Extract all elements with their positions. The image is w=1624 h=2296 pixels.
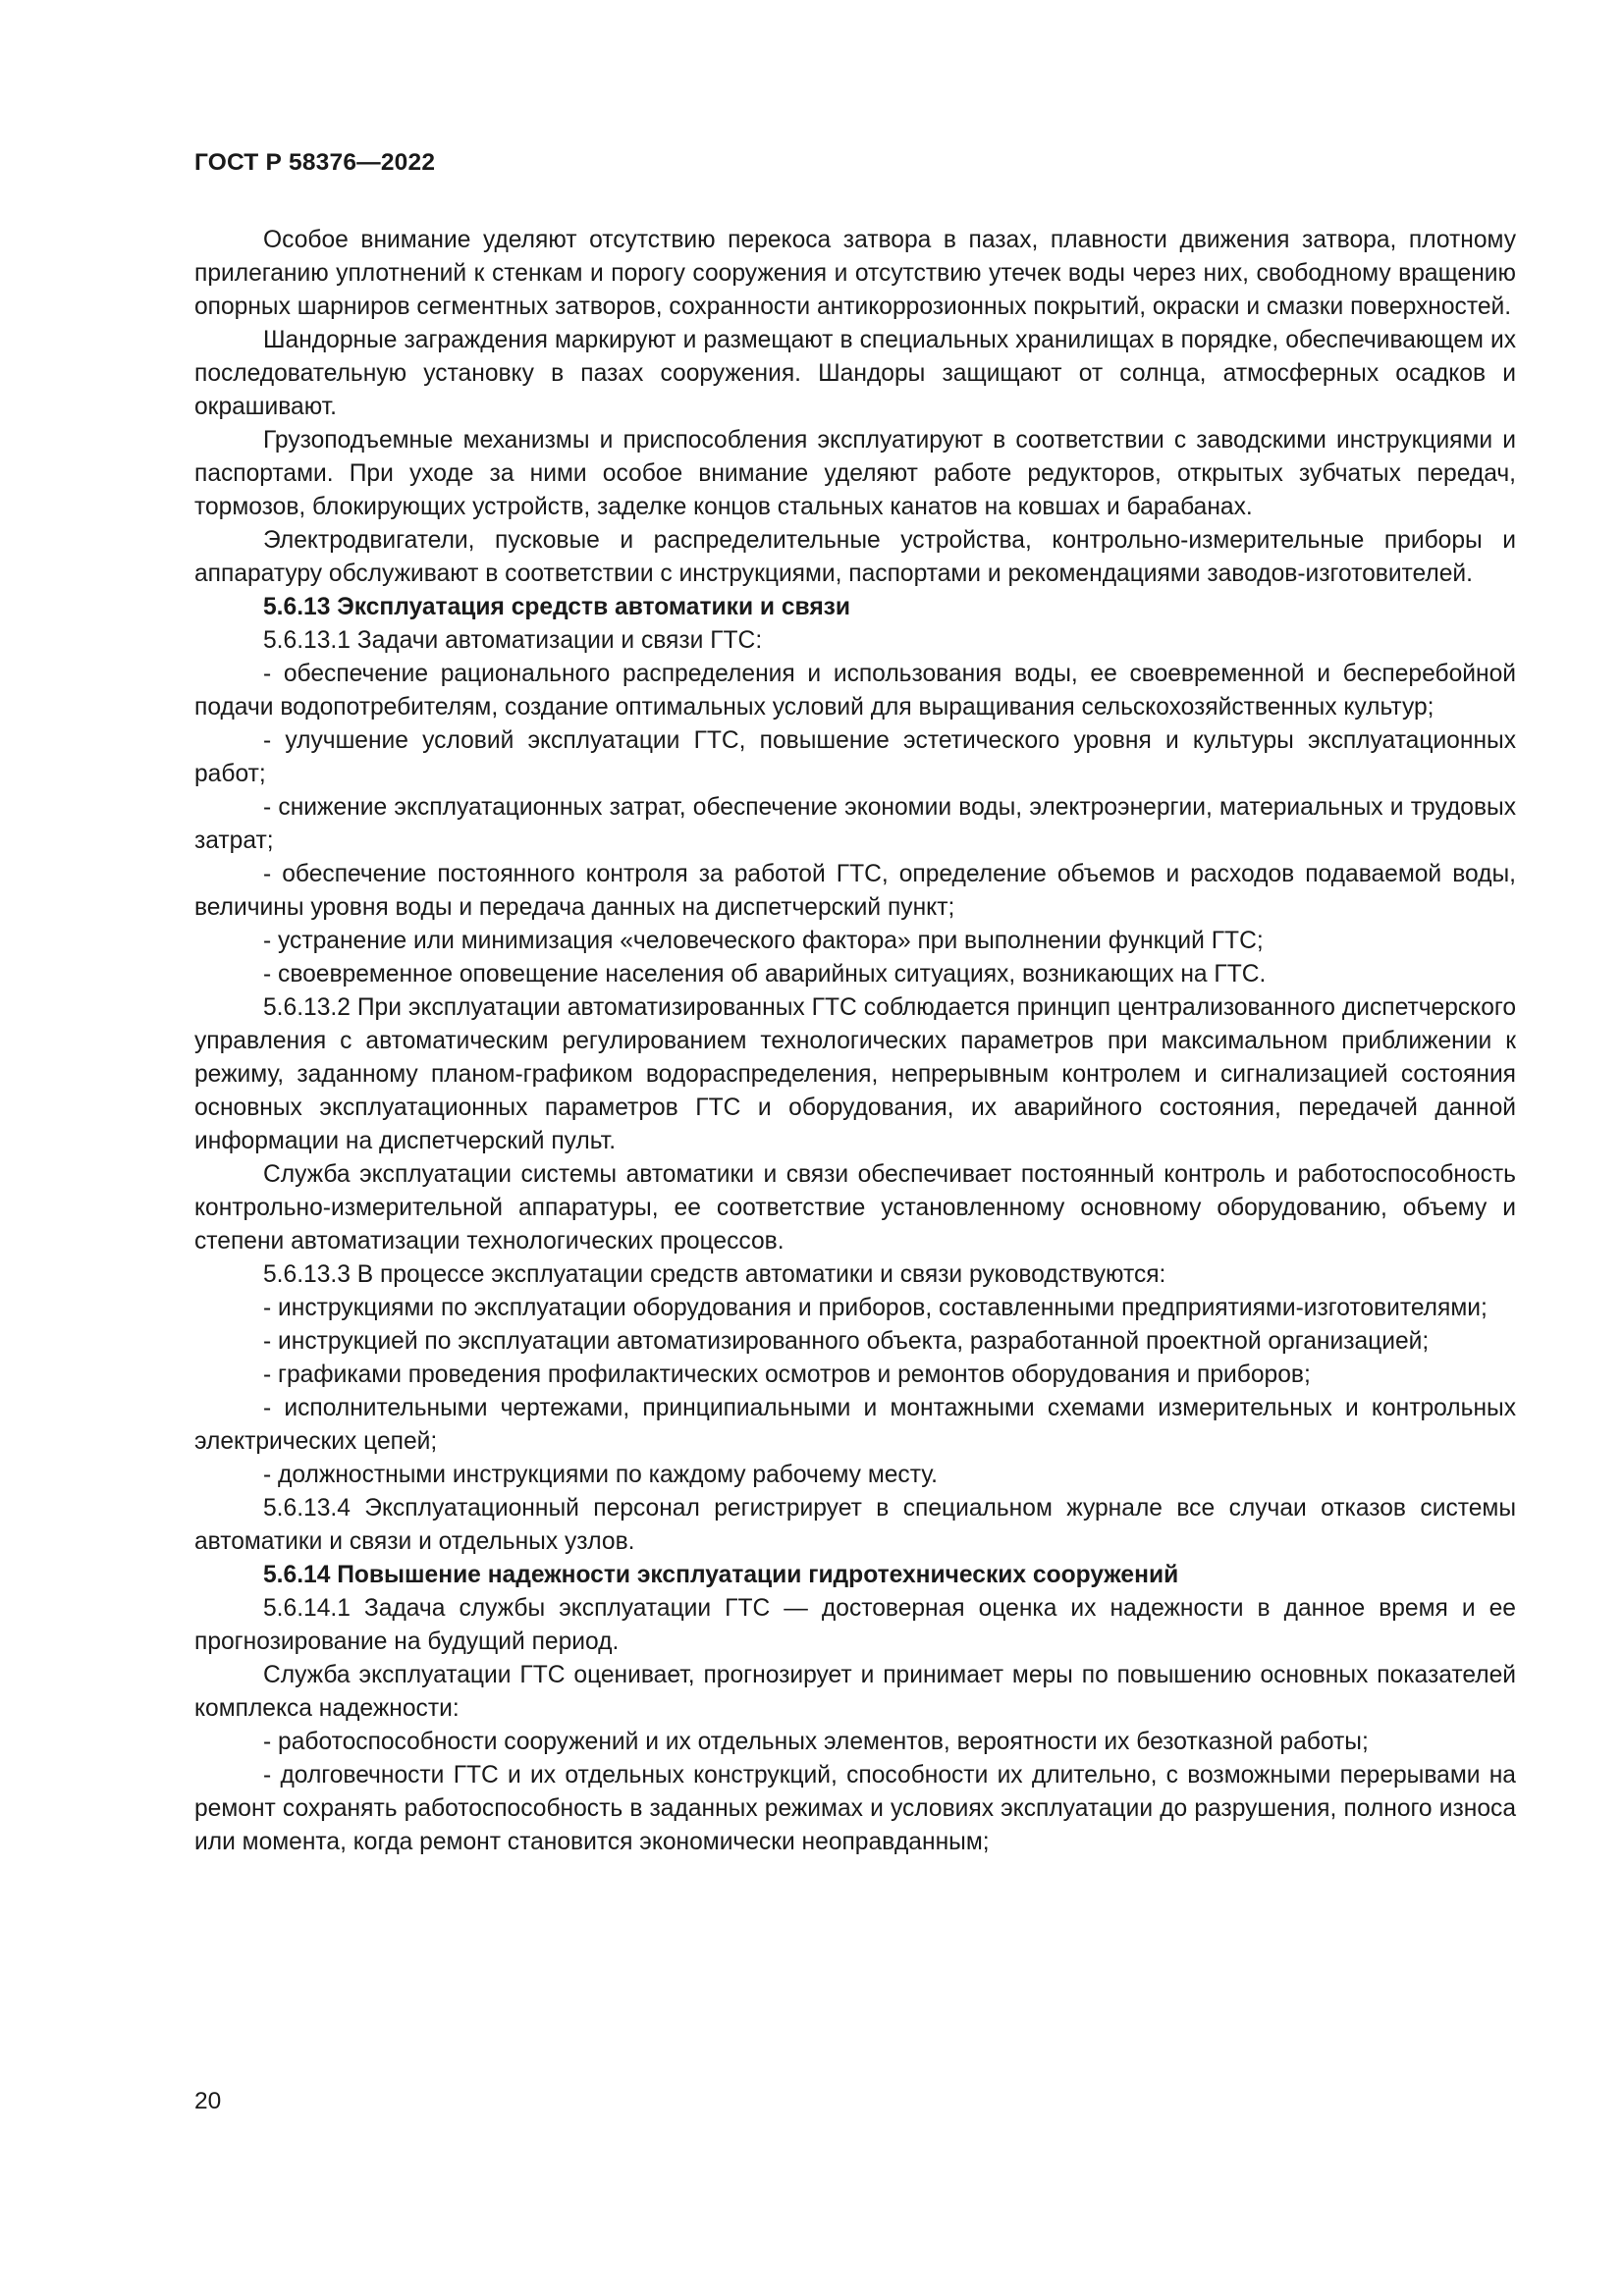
document-body (194, 224, 1516, 1859)
paragraph: - устранение или минимизация «человеческого фактора» при выполнении функций ГТС; (263, 928, 1264, 954)
paragraph: - инструкцией по эксплуатации автоматизированного объекта, разработанной проектной организацией; (263, 1328, 1430, 1355)
paragraph: - должностными инструкциями по каждому рабочему месту. (263, 1462, 938, 1488)
paragraph: - долговечности ГТС и их отдельных конструкций, способности их длительно, с возможными перерывами на ремонт сохранять работоспособность в заданных режимах и условиях эксплуатации до разрушения, полного износа или момента, когда ремонт становится экономически неоправданным; (194, 1762, 1516, 1855)
paragraph: - обеспечение рационального распределения и использования воды, ее своевременной и бесперебойной подачи водопотребителям, создание оптимальных условий для выращивания сельскохозяйственных культур; (194, 661, 1516, 721)
paragraph: - своевременное оповещение населения об аварийных ситуациях, возникающих на ГТС. (263, 961, 1267, 988)
paragraph: - работоспособности сооружений и их отдельных элементов, вероятности их безотказной работы; (263, 1729, 1369, 1755)
paragraph: Служба эксплуатации системы автоматики и связи обеспечивает постоянный контроль и работоспособность контрольно-измерительной аппаратуры, ее соответствие установленному основному оборудованию, объему и степени автоматизации технологических процессов. (194, 1161, 1516, 1255)
paragraph: Электродвигатели, пусковые и распределительные устройства, контрольно-измерительные приборы и аппаратуру обслуживают в соответствии с инструкциями, паспортами и рекомендациями заводов-изготовителей. (194, 527, 1516, 587)
section-heading: 5.6.13 Эксплуатация средств автоматики и связи (263, 594, 851, 620)
paragraph: 5.6.13.4 Эксплуатационный персонал регистрирует в специальном журнале все случаи отказов системы автоматики и связи и отдельных узлов. (194, 1495, 1516, 1555)
document-code-header: ГОСТ Р 58376—2022 (194, 149, 436, 176)
page-number: 20 (194, 2088, 222, 2114)
paragraph: 5.6.13.1 Задачи автоматизации и связи ГТС: (263, 627, 763, 654)
paragraph: - инструкциями по эксплуатации оборудования и приборов, составленными предприятиями-изготовителями; (263, 1295, 1488, 1321)
paragraph: - графиками проведения профилактических осмотров и ремонтов оборудования и приборов; (263, 1362, 1311, 1388)
paragraph: - снижение эксплуатационных затрат, обеспечение экономии воды, электроэнергии, материальных и трудовых затрат; (194, 794, 1516, 854)
paragraph: Шандорные заграждения маркируют и размещают в специальных хранилищах в порядке, обеспечивающем их последовательную установку в пазах сооружения. Шандоры защищают от солнца, атмосферных осадков и окрашивают. (194, 327, 1516, 420)
paragraph: - исполнительными чертежами, принципиальными и монтажными схемами измерительных и контрольных электрических цепей; (194, 1395, 1516, 1455)
section-heading: 5.6.14 Повышение надежности эксплуатации гидротехнических сооружений (263, 1562, 1179, 1588)
paragraph: Служба эксплуатации ГТС оценивает, прогнозирует и принимает меры по повышению основных показателей комплекса надежности: (194, 1662, 1516, 1722)
paragraph: 5.6.14.1 Задача службы эксплуатации ГТС — достоверная оценка их надежности в данное время и ее прогнозирование на будущий период. (194, 1595, 1516, 1655)
paragraph: Грузоподъемные механизмы и приспособления эксплуатируют в соответствии с заводскими инструкциями и паспортами. При уходе за ними особое внимание уделяют работе редукторов, открытых зубчатых передач, тормозов, блокирующих устройств, заделке концов стальных канатов на ковшах и барабанах. (194, 427, 1516, 520)
paragraph: - обеспечение постоянного контроля за работой ГТС, определение объемов и расходов подаваемой воды, величины уровня воды и передача данных на диспетчерский пункт; (194, 861, 1516, 921)
paragraph: 5.6.13.3 В процессе эксплуатации средств автоматики и связи руководствуются: (263, 1261, 1166, 1288)
paragraph: Особое внимание уделяют отсутствию перекоса затвора в пазах, плавности движения затвора, плотному прилеганию уплотнений к стенкам и порогу сооружения и отсутствию утечек воды через них, свободному вращению опорных шарниров сегментных затворов, сохранности антикоррозионных покрытий, окраски и смазки поверхностей. (194, 227, 1516, 320)
paragraph: 5.6.13.2 При эксплуатации автоматизированных ГТС соблюдается принцип централизованного диспетчерского управления с автоматическим регулированием технологических параметров при максимальном приближении к режиму, заданному планом-графиком водораспределения, непрерывным контролем и сигнализацией состояния основных эксплуатационных параметров ГТС и оборудования, их аварийного состояния, передачей данной информации на диспетчерский пульт. (194, 994, 1516, 1154)
paragraph: - улучшение условий эксплуатации ГТС, повышение эстетического уровня и культуры эксплуатационных работ; (194, 727, 1516, 787)
